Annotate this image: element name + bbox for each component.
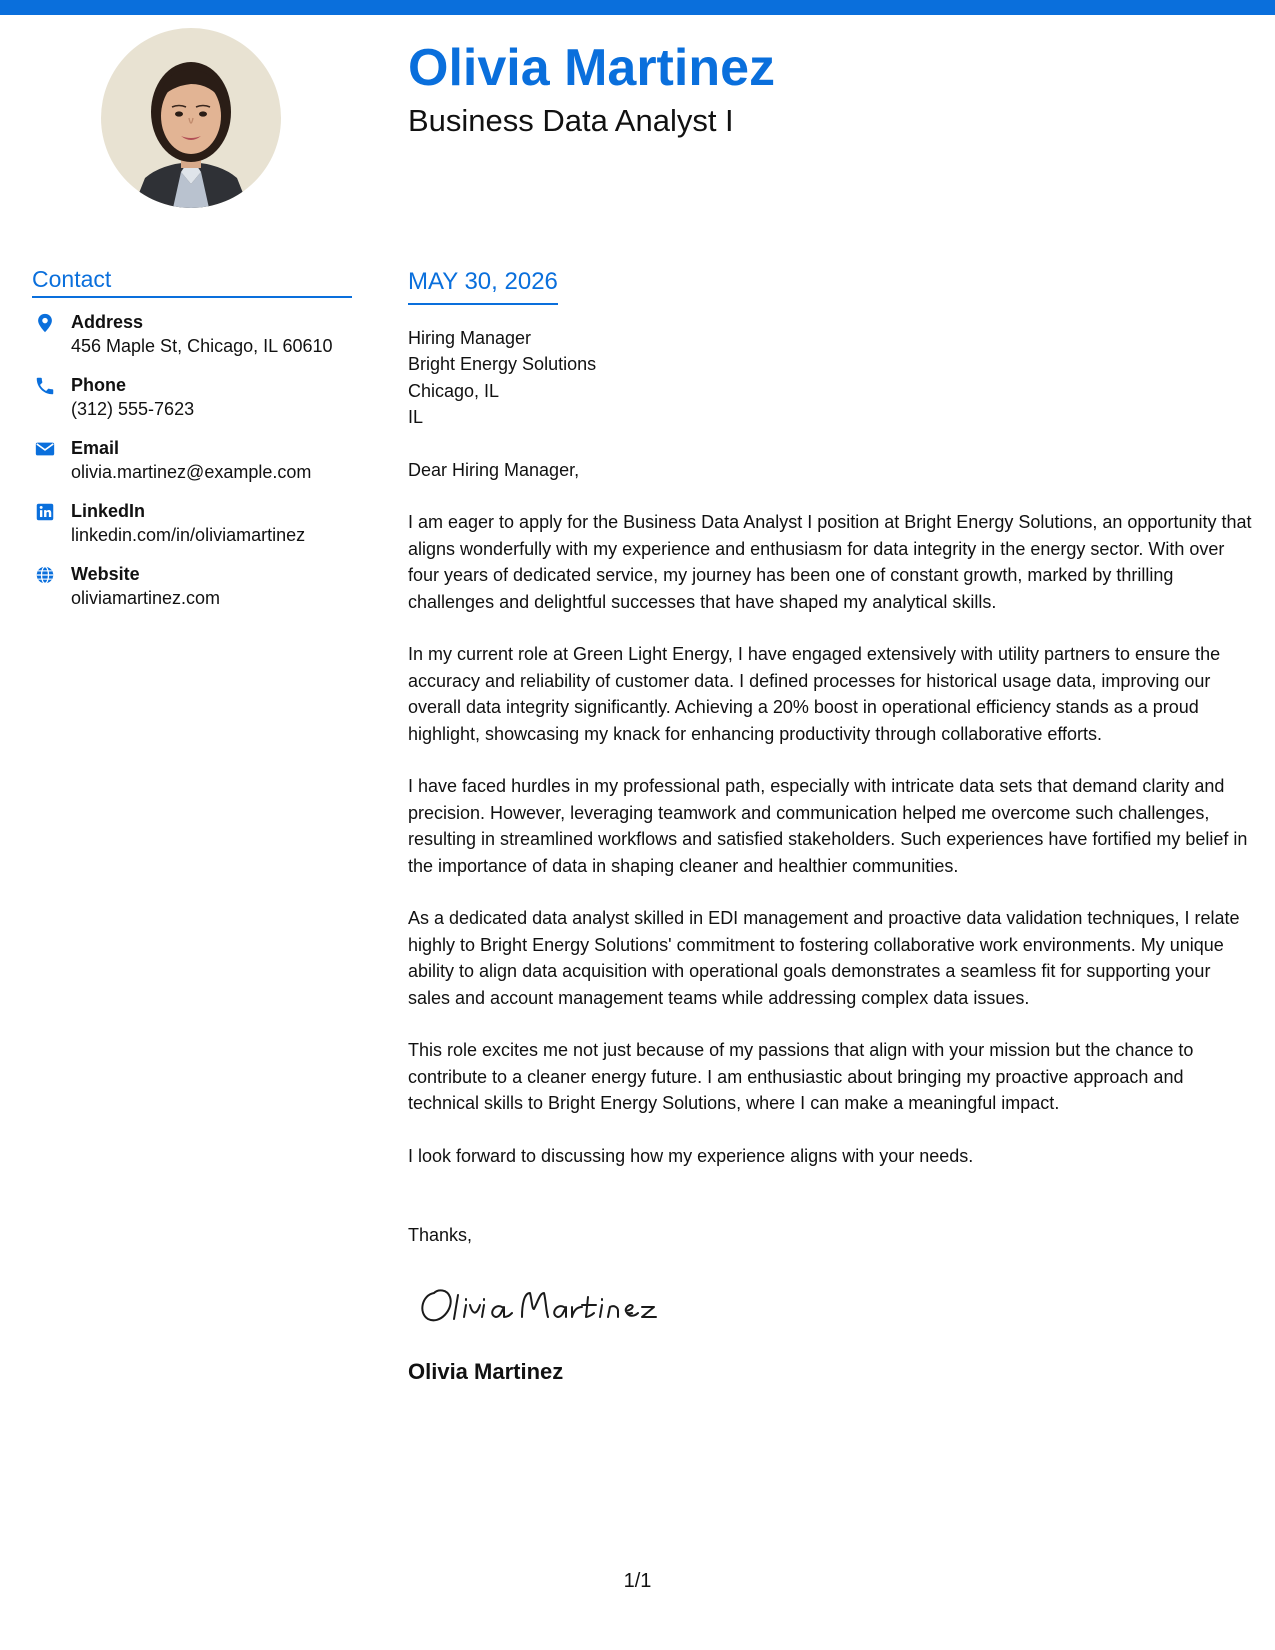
linkedin-value[interactable]: linkedin.com/in/oliviamartinez xyxy=(71,525,306,545)
body-paragraph: This role excites me not just because of my passions that align with your mission but the chance to contribute to a cleaner energy future. I am enthusiastic about bringing my proactive approach and technical skills to Bright Energy Solutions, where I can make a meaningful impact. xyxy=(408,1040,1194,1114)
recipient-block xyxy=(408,325,1253,431)
recipient-state: IL xyxy=(408,407,424,428)
contact-item-phone xyxy=(32,373,352,436)
closing: Thanks, xyxy=(408,1225,473,1246)
phone-value: (312) 555-7623 xyxy=(71,399,195,419)
applicant-name: Olivia Martinez xyxy=(408,39,775,97)
contact-label: Phone xyxy=(71,375,127,395)
address-value: 456 Maple St, Chicago, IL 60610 xyxy=(71,336,333,356)
profile-photo xyxy=(101,28,281,208)
letter-body xyxy=(408,268,1253,1385)
recipient-city: Chicago, IL xyxy=(408,380,500,401)
contact-label: Website xyxy=(71,564,140,584)
phone-icon xyxy=(34,375,56,397)
contact-item-address xyxy=(32,310,352,373)
envelope-icon xyxy=(34,438,56,460)
contact-label: Email xyxy=(71,438,120,458)
avatar xyxy=(101,28,281,208)
body-paragraph: I have faced hurdles in my professional path, especially with intricate data sets that demand clarity and precision. However, leveraging teamwork and communication helped me overcome such challenges, resulting in streamlined workflows and satisfied stakeholders. Such experiences have fortified my belief in the importance of data in shaping cleaner and healthier communities. xyxy=(408,776,1248,876)
letter-date: MAY 30, 2026 xyxy=(408,268,558,305)
contact-label: Address xyxy=(71,312,144,332)
email-value[interactable]: olivia.martinez@example.com xyxy=(71,462,312,482)
website-value[interactable]: oliviamartinez.com xyxy=(71,588,221,608)
contact-item-email xyxy=(32,436,352,499)
contact-list xyxy=(32,310,352,625)
handwritten-signature xyxy=(414,1279,664,1329)
body-paragraph: I am eager to apply for the Business Data Analyst I position at Bright Energy Solutions, an opportunity that aligns wonderfully with my experience and enthusiasm for data integrity in the energy sector. With over four years of dedicated service, my journey has been one of constant growth, marked by thrilling challenges and delightful successes that have shaped my analytical skills. xyxy=(408,512,1252,612)
globe-icon xyxy=(34,564,56,586)
body-paragraph: In my current role at Green Light Energy, I have engaged extensively with utility partners to ensure the accuracy and reliability of customer data. I defined processes for historical usage data, improving our overall data integrity significantly. Achieving a 20% boost in operational efficiency stands as a proud highlight, showcasing my knack for enhancing productivity through collaborative efforts. xyxy=(408,644,1221,744)
page-indicator: 1/1 xyxy=(623,1570,652,1592)
linkedin-icon xyxy=(34,501,56,523)
map-pin-icon xyxy=(34,312,56,334)
body-paragraph: I look forward to discussing how my experience aligns with your needs. xyxy=(408,1145,974,1166)
contact-heading: Contact xyxy=(32,266,352,298)
signer-name: Olivia Martinez xyxy=(408,1358,564,1384)
recipient-company: Bright Energy Solutions xyxy=(408,354,597,375)
contact-label: LinkedIn xyxy=(71,501,146,521)
top-accent-bar xyxy=(0,0,1275,15)
recipient-title: Hiring Manager xyxy=(408,327,532,348)
contact-item-website xyxy=(32,562,352,625)
greeting: Dear Hiring Manager, xyxy=(408,459,580,480)
body-paragraph: As a dedicated data analyst skilled in EDI management and proactive data validation techniques, I relate highly to Bright Energy Solutions' commitment to fostering collaborative work environments. My unique ability to align data acquisition with operational goals demonstrates a seamless fit for supporting your sales and account management teams while addressing complex data issues. xyxy=(408,908,1240,1008)
job-title: Business Data Analyst I xyxy=(408,103,734,138)
contact-sidebar xyxy=(32,266,352,625)
contact-item-linkedin xyxy=(32,499,352,562)
